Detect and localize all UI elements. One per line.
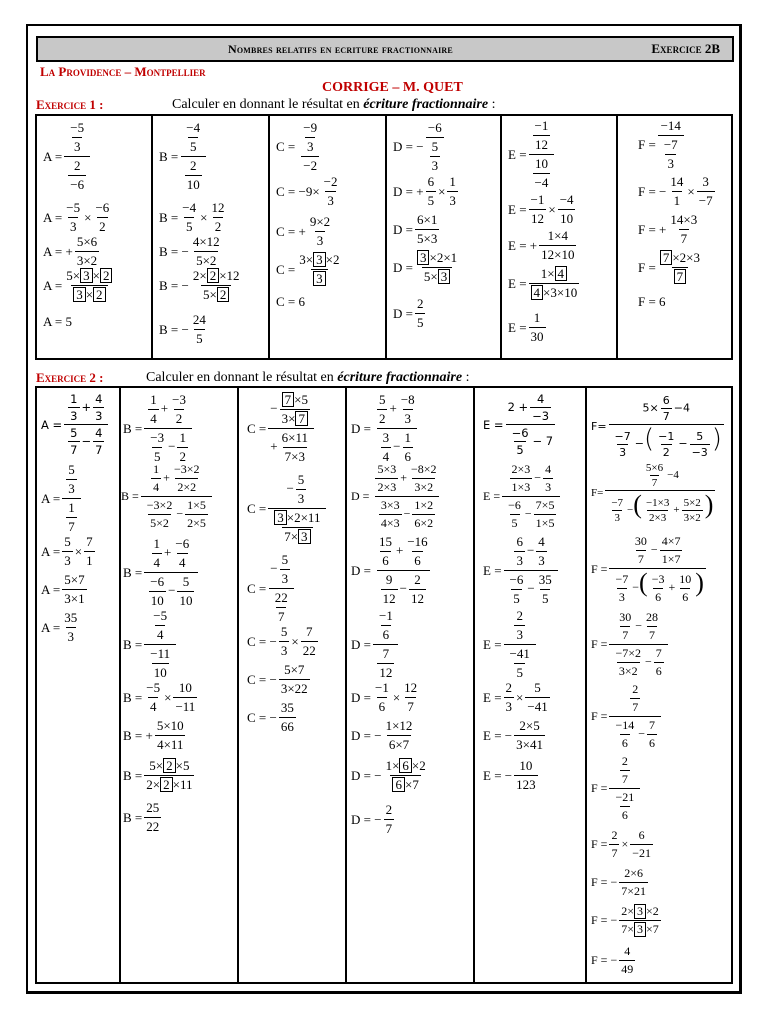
exercise-1-label: Exercice 1 : xyxy=(36,97,104,112)
ex2-f-step-7: F = $\frac{2}{7}$ × $\frac{6}{-21}$ xyxy=(591,828,652,860)
exercise-1-column-f xyxy=(618,116,731,358)
exercise-1-grid xyxy=(35,114,733,360)
ex2-f-step-6: F = $\frac{\frac{2}{7}}{\frac{-21}{6}}$ xyxy=(591,754,642,823)
ex2-d-step-4: D = $\frac{\frac{-1}{6}}{\frac{7}{12}}$ xyxy=(351,608,401,681)
corrige-title: CORRIGE – M. QUET xyxy=(322,80,463,95)
ex2-c-result-num: 35 xyxy=(280,700,294,715)
exercise-2-label: Exercice 2 : xyxy=(36,370,104,385)
ex2-c-result: C = − $\frac{35}{66}$ xyxy=(247,700,294,734)
exercise-1-column-d xyxy=(387,116,502,358)
ex2-d-step-5: D = $\frac{-1}{6}$ × $\frac{12}{7}$ xyxy=(351,680,418,714)
exercise-1-instruction xyxy=(172,97,496,113)
ex2-c-step-4: C = − $\frac{5}{3}$ × $\frac{7}{22}$ xyxy=(247,624,316,658)
ex1-d-step-3: D = $\frac{6\times 1}{5\times 3}$ xyxy=(393,212,438,246)
ex2-a-result-num: 35 xyxy=(64,610,78,625)
ex1-a-step-2: A = $\frac{-5}{3}$ × $\frac{-6}{2}$ xyxy=(43,200,110,234)
ex1-a-result: A = 5 xyxy=(43,314,73,329)
ex2-d-step-1: D = $\frac{5}{2}$ + $\frac{-8}{3}$ $\frac{3}{4}$ − $\frac{1}{6}$ xyxy=(351,392,423,465)
ex2-a-step-4: A = $\frac{5\times 7}{3\times 1}$ xyxy=(41,572,85,606)
ex2-e-step-5: E = $\frac{2}{3}$ × $\frac{5}{-41}$ xyxy=(483,680,548,714)
ex2-b-step-4: B = $\frac{\frac{-5}{4}}{\frac{-11}{10}}$ xyxy=(123,608,178,681)
exercise-1-column-e xyxy=(502,116,618,358)
ex2-b-step-3: B = $\frac{1}{4}$ + $\frac{-6}{4}$ $\frac{-6}{10}$ − $\frac{5}{10}$ xyxy=(123,536,200,609)
ex2-b-step-1: B = $\frac{1}{4}$ + $\frac{-3}{2}$ $\frac{-3}{5}$ − $\frac{1}{2}$ xyxy=(123,392,194,465)
ex1-c-step-4: C = $\frac{3\times 3 \times 2}{3}$ xyxy=(276,252,340,286)
ex1-b-step-1: B = $\frac{\frac{-4}{5}}{\frac{2}{10}}$ xyxy=(159,120,208,193)
ex1-a-step-3: A = + $\frac{5\times 6}{3\times 2}$ xyxy=(43,234,98,268)
exercise-2-column-c xyxy=(239,388,347,982)
exercise-2-column-e xyxy=(475,388,587,982)
exercise-2-instruction-em: écriture fractionnaire xyxy=(337,370,463,385)
exercise-2-column-b xyxy=(121,388,239,982)
ex1-a-step-4: A = $\frac{5\times 3 \times 2}{3 \times 2}$ xyxy=(43,268,116,303)
ex1-c-step-2: C = −9× $\frac{-2}{3}$ xyxy=(276,174,338,208)
exercise-2-column-d xyxy=(347,388,475,982)
ex2-c-result-den: 66 xyxy=(280,719,294,734)
ex1-e-step-3: E = + $\frac{1\times 4}{12\times 10}$ xyxy=(508,228,575,262)
ex2-d-result-den: 7 xyxy=(385,821,393,836)
exercise-2-grid xyxy=(35,386,733,984)
exercise-1-instruction-text: Calculer en donnant le résultat en xyxy=(172,97,360,112)
exercise-1-instruction-end: : xyxy=(488,97,496,112)
ex2-f-step-5: F = $\frac{2}{7}$ $\frac{-14}{6}$ − $\frac{7}{6}$ xyxy=(591,682,663,751)
ex2-e-step-6: E = − $\frac{2\times 5}{3\times 41}$ xyxy=(483,718,543,752)
ex2-b-step-7: B = $\frac{5\times 2 \times 5}{2\times 2 \times 11}$ xyxy=(123,758,193,792)
ex2-d-step-3: D = $\frac{15}{6}$ + $\frac{-16}{6}$ $\frac{9}{12}$ − $\frac{2}{12}$ xyxy=(351,534,436,607)
exercise-1-column-a xyxy=(37,116,153,358)
ex2-b-step-6: B = + $\frac{5\times 10}{4\times 11}$ xyxy=(123,718,184,752)
ex2-f-result-den: 49 xyxy=(621,962,634,976)
ex2-c-step-5: C = − $\frac{5\times 7}{3\times 22}$ xyxy=(247,662,308,696)
ex1-e-result: E = $\frac{1}{30}$ xyxy=(508,310,544,344)
exercise-1-instruction-em: écriture fractionnaire xyxy=(363,97,489,112)
ex2-f-step-9: F = − $\frac{2\times 3 \times 2}{7\times 3 \times 7}$ xyxy=(591,904,659,936)
ex2-c-step-3: C = − $\frac{5}{3}$ $\frac{22}{7}$ xyxy=(247,552,296,625)
ex2-e-step-1: E = 2 + $\frac{4}{-3}$ $\frac{-6}{5}$ − 7 xyxy=(483,392,554,457)
ex2-a-step-1: A = $\frac{1}{3}$ + $\frac{4}{3}$ $\frac{5}{7}$ − $\frac{4}{7}$ xyxy=(41,392,110,457)
ex2-c-step-2: C = − $\frac{5}{3}$ $\frac{3 \times 2\times 11}{7\times 3}$ xyxy=(247,472,328,545)
ex2-d-step-2: D = $\frac{5\times 3}{2\times 3}$ + $\frac{-8\times 2}{3\times 2}$ $\frac{3\times 3}{4\times 3}$ − $\frac{1\times 2}{6\times 2}$ xyxy=(351,462,445,531)
header-exercise: Exercice 2B xyxy=(651,41,720,56)
ex2-c-step-1: C = − $\frac{7 \times 5}{3\times 7}$ + $\frac{6\times 11}{7\times 3}$ xyxy=(247,392,316,465)
ex2-e-step-4: E = $\frac{\frac{2}{3}}{\frac{-41}{5}}$ xyxy=(483,608,538,681)
ex2-d-step-7: D = − $\frac{1\times 6 \times 2}{6 \times 7}$ xyxy=(351,758,426,792)
ex2-b-result-den: 22 xyxy=(146,819,160,834)
ex2-a-step-2: A = $\frac{\frac{5}{3}}{\frac{1}{7}}$ xyxy=(41,462,83,535)
ex1-d-step-1: D = − $\frac{-6}{\frac{5}{3}}$ xyxy=(393,120,446,174)
ex1-d-step-4: D = $\frac{3 \times 2\times 1}{5\times 3}$ xyxy=(393,250,458,284)
ex1-c-result: C = 6 xyxy=(276,294,306,309)
ex2-a-step-3: A = $\frac{5}{3}$ × $\frac{7}{1}$ xyxy=(41,534,93,568)
exercise-1-column-c xyxy=(270,116,387,358)
exercise-2-instruction-text: Calculer en donnant le résultat en xyxy=(146,370,334,385)
ex2-e-result: E = − $\frac{10}{123}$ xyxy=(483,758,536,792)
ex1-f-step-3: F = + $\frac{14\times 3}{7}$ xyxy=(638,212,698,246)
ex1-f-result: F = 6 xyxy=(638,294,666,309)
ex2-d-step-6: D = − $\frac{1\times 12}{6\times 7}$ xyxy=(351,718,413,752)
ex2-b-result-num: 25 xyxy=(146,800,160,815)
ex2-b-step-5: B = $\frac{-5}{4}$ × $\frac{10}{-11}$ xyxy=(123,680,196,714)
ex1-d-result: D = $\frac{2}{5}$ xyxy=(393,296,424,330)
ex2-f-step-2: F= $\frac{5\times 6}{7}$ −4 $\frac{-7}{3}$ −( $\frac{-1\times 3}{2\times 3}$ + $\frac{5\times 2}{3\times 2}$ ) xyxy=(591,462,714,524)
ex2-e-result-den: 123 xyxy=(516,777,536,792)
ex2-b-result: B = $\frac{25}{22}$ xyxy=(123,800,160,834)
ex2-f-result-num: 4 xyxy=(624,944,631,958)
ex2-a-result-den: 3 xyxy=(67,629,75,644)
exercise-1-column-b xyxy=(153,116,270,358)
ex2-d-result: D = − $\frac{2}{7}$ xyxy=(351,802,393,836)
ex1-b-step-2: B = $\frac{-4}{5}$ × $\frac{12}{2}$ xyxy=(159,200,225,234)
ex2-e-step-2: E = $\frac{2\times 3}{1\times 3}$ − $\frac{4}{3}$ $\frac{-6}{5}$ − $\frac{7\times 5}{1\times 5}$ xyxy=(483,462,562,531)
ex1-a-step-1: A = $\frac{\frac{-5}{3}}{\frac{2}{-6}}$ xyxy=(43,120,92,193)
ex2-d-result-num: 2 xyxy=(385,802,393,817)
exercise-2-instruction xyxy=(146,370,470,386)
page-header xyxy=(36,36,734,62)
ex1-f-step-2: F = − $\frac{14}{1}$ × $\frac{3}{-7}$ xyxy=(638,174,713,208)
ex1-f-step-4: F = $\frac{7 \times 2\times 3}{7}$ xyxy=(638,250,700,284)
ex2-f-step-3: F = $\frac{30}{7}$ − $\frac{4\times 7}{1\times 7}$ $\frac{-7}{3}$ −( $\frac{-3}{6}$ + $\frac{10}{6}$ ) xyxy=(591,534,704,604)
header-title: Nombres relatifs en ecriture fractionnaire xyxy=(228,42,453,56)
ex1-b-step-4: B = − $\frac{2\times 2 \times 12}{5\times 2}$ xyxy=(159,268,240,302)
ex2-f-step-8: F = − $\frac{2\times 6}{7\times 21}$ xyxy=(591,866,646,898)
ex2-e-result-num: 10 xyxy=(519,758,533,773)
ex2-f-step-4: F = $\frac{30}{7}$ − $\frac{28}{7}$ $\frac{-7\times 2}{3\times 2}$ − $\frac{7}{6}$ xyxy=(591,610,670,679)
ex1-c-step-3: C = + $\frac{9\times 2}{3}$ xyxy=(276,214,331,248)
ex1-c-step-1: C = $\frac{\frac{-9}{3}}{-2}$ xyxy=(276,120,318,173)
exercise-2-column-f xyxy=(587,388,731,982)
ex2-f-step-1: F= 5× $\frac{6}{7}$ −4 $\frac{-7}{3}$ −( $\frac{-1}{2}$ − $\frac{5}{-3}$ ) xyxy=(591,394,722,459)
ex2-f-result: F = − $\frac{4}{49}$ xyxy=(591,944,634,976)
ex1-f-step-1: F = $\frac{-14}{\frac{-7}{3}}$ xyxy=(638,118,686,172)
exercise-2-instruction-end: : xyxy=(462,370,470,385)
ex2-b-step-2: B = $\frac{1}{4}$ + $\frac{-3\times 2}{2\times 2}$ $\frac{-3\times 2}{5\times 2}$ − $\frac{1\times 5}{2\times 5}$ xyxy=(121,462,214,531)
ex1-e-step-2: E = $\frac{-1}{12}$ × $\frac{-4}{10}$ xyxy=(508,192,574,226)
exercise-2-column-a xyxy=(37,388,121,982)
school-name: La Providence – Montpellier xyxy=(40,64,206,79)
ex1-e-step-4: E = $\frac{1\times 4}{4 \times 3\times 10}$ xyxy=(508,266,578,300)
ex1-b-result: B = − $\frac{24}{5}$ xyxy=(159,312,206,346)
ex1-d-step-2: D = + $\frac{6}{5}$ × $\frac{1}{3}$ xyxy=(393,174,456,208)
ex2-e-step-3: E = $\frac{6}{3}$ − $\frac{4}{3}$ $\frac{-6}{5}$ − $\frac{35}{5}$ xyxy=(483,534,560,607)
ex2-a-result: A = $\frac{35}{3}$ xyxy=(41,610,78,644)
ex1-b-step-3: B = − $\frac{4\times 12}{5\times 2}$ xyxy=(159,234,220,268)
ex1-e-step-1: E = $\frac{\frac{-1}{12}}{\frac{10}{-4}}$ xyxy=(508,118,556,191)
